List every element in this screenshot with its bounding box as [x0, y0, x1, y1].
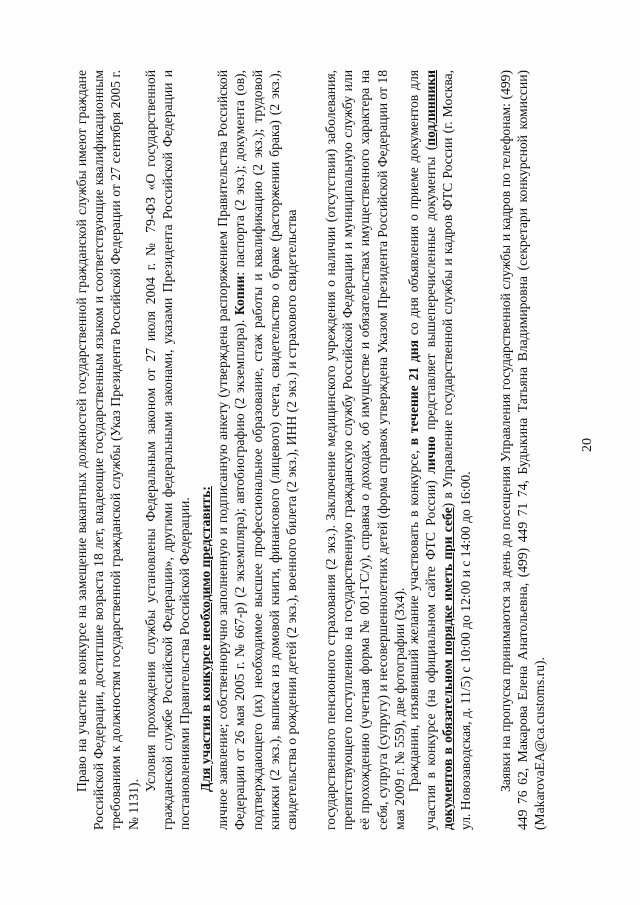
copies-label: Копии: [232, 275, 248, 316]
submission-g: ) в Управление государственной службы и кадров ФТС России (г. Москва, ул. Новозаводская, д. 11/5) с 10:00 до 12:00 и с 14:00 до 16:00.: [440, 70, 473, 830]
required-documents-heading: [197, 70, 214, 830]
paragraph-service-conditions: Условия прохождения службы установлены Федеральным законом от 27 июля 2004 г. № 79-ФЗ «О государственной гражданской службе Российской Федерации», другими федеральными законами, указами Президента Российской Федерации и постановлениями Правительства Российской Федерации.: [142, 70, 193, 830]
paragraph-medical: государственного пенсионного страхования (2 экз.). Заключение медицинского учреждения о наличии (отсутствии) заболевания, препятствующего поступлению на государственную гражданскую службу Российской Федерации и муниципальную службу или её прохождению (учетная форма № 001-ГС/у), справка о доходах, об имуществе и обязательствах имущественного характера на себя, супруга (супругу) и несовершеннолетних детей (форма справок утверждена Указом Президента Российской Федерации от 18 мая 2009 г. № 559), две фотографии (3х4).: [323, 70, 407, 830]
submission-section: [405, 70, 474, 830]
paragraph-documents-list: [214, 70, 300, 830]
submission-c: со дня объявления о приеме документов для участия в конкурсе (на официальном сайте ФТС России): [406, 69, 439, 830]
documents-part-b: : паспорта (2 экз.); документа (ов), подтверждающего (их) необходимое высшее профессиональное образование, стаж работы и квалификацию (2 экз.); трудовой книжки (2 экз.), выписка из домовой книги, финансового (лицевого) счета, свидетельство о браке (расторжении брака) (2 экз.), свидетельства о рождении детей (2 экз.), военного билета (2 экз.), ИНН (2 экз.) и страхового свидетельства: [232, 70, 300, 830]
eligibility-section: [73, 70, 193, 830]
paragraph-submission: [405, 70, 474, 830]
documents-part-a: личное заявление; собственноручно заполненную и подписанную анкету (утверждена распоряжением Правительства Российской Федерации от 26 мая 2005 г. № 667-р) (2 экземпляра); автобиографию (2 экземпляра).: [215, 70, 248, 830]
deadline-21-days: в течение 21 дня: [406, 340, 421, 446]
paragraph-contacts: Заявки на пропуска принимаются за день до посещения Управления государственной службы и кадров по телефонам: (499) 449 76 62, Макарова Елена Анатольевна, (499) 449 71 74, Будыкина Татьяна Владимировна (секретари конкурсной комиссии) (MakarovaEA@ca.customs.ru).: [498, 70, 548, 830]
heading-text: Для участия в конкурсе необходимо представить:: [198, 486, 213, 792]
medical-section: [322, 70, 408, 830]
submission-e: представляет вышеперечисленные документы (: [423, 145, 439, 437]
page-number: 20: [580, 438, 595, 452]
in-person-label: лично: [423, 436, 439, 474]
required-documents-section: [197, 70, 300, 830]
contacts-section: [497, 70, 549, 830]
originals-notice: подлинники документов в обязательном порядке иметь при себе: [423, 70, 456, 830]
paragraph-eligibility: Право на участие в конкурсе на замещение вакантных должностей государственной гражданской службы имеют граждане Российской Федерации, достигшие возраста 18 лет, владеющие государственным языком и соответствующие квалификационным требованиям к должностям государственной гражданской службы (Указ Президента Российской Федерации от 27 сентября 2005 г. № 1131).: [74, 70, 141, 830]
submission-a: Гражданин, изъявивший желание участвовать в конкурсе,: [406, 445, 421, 792]
